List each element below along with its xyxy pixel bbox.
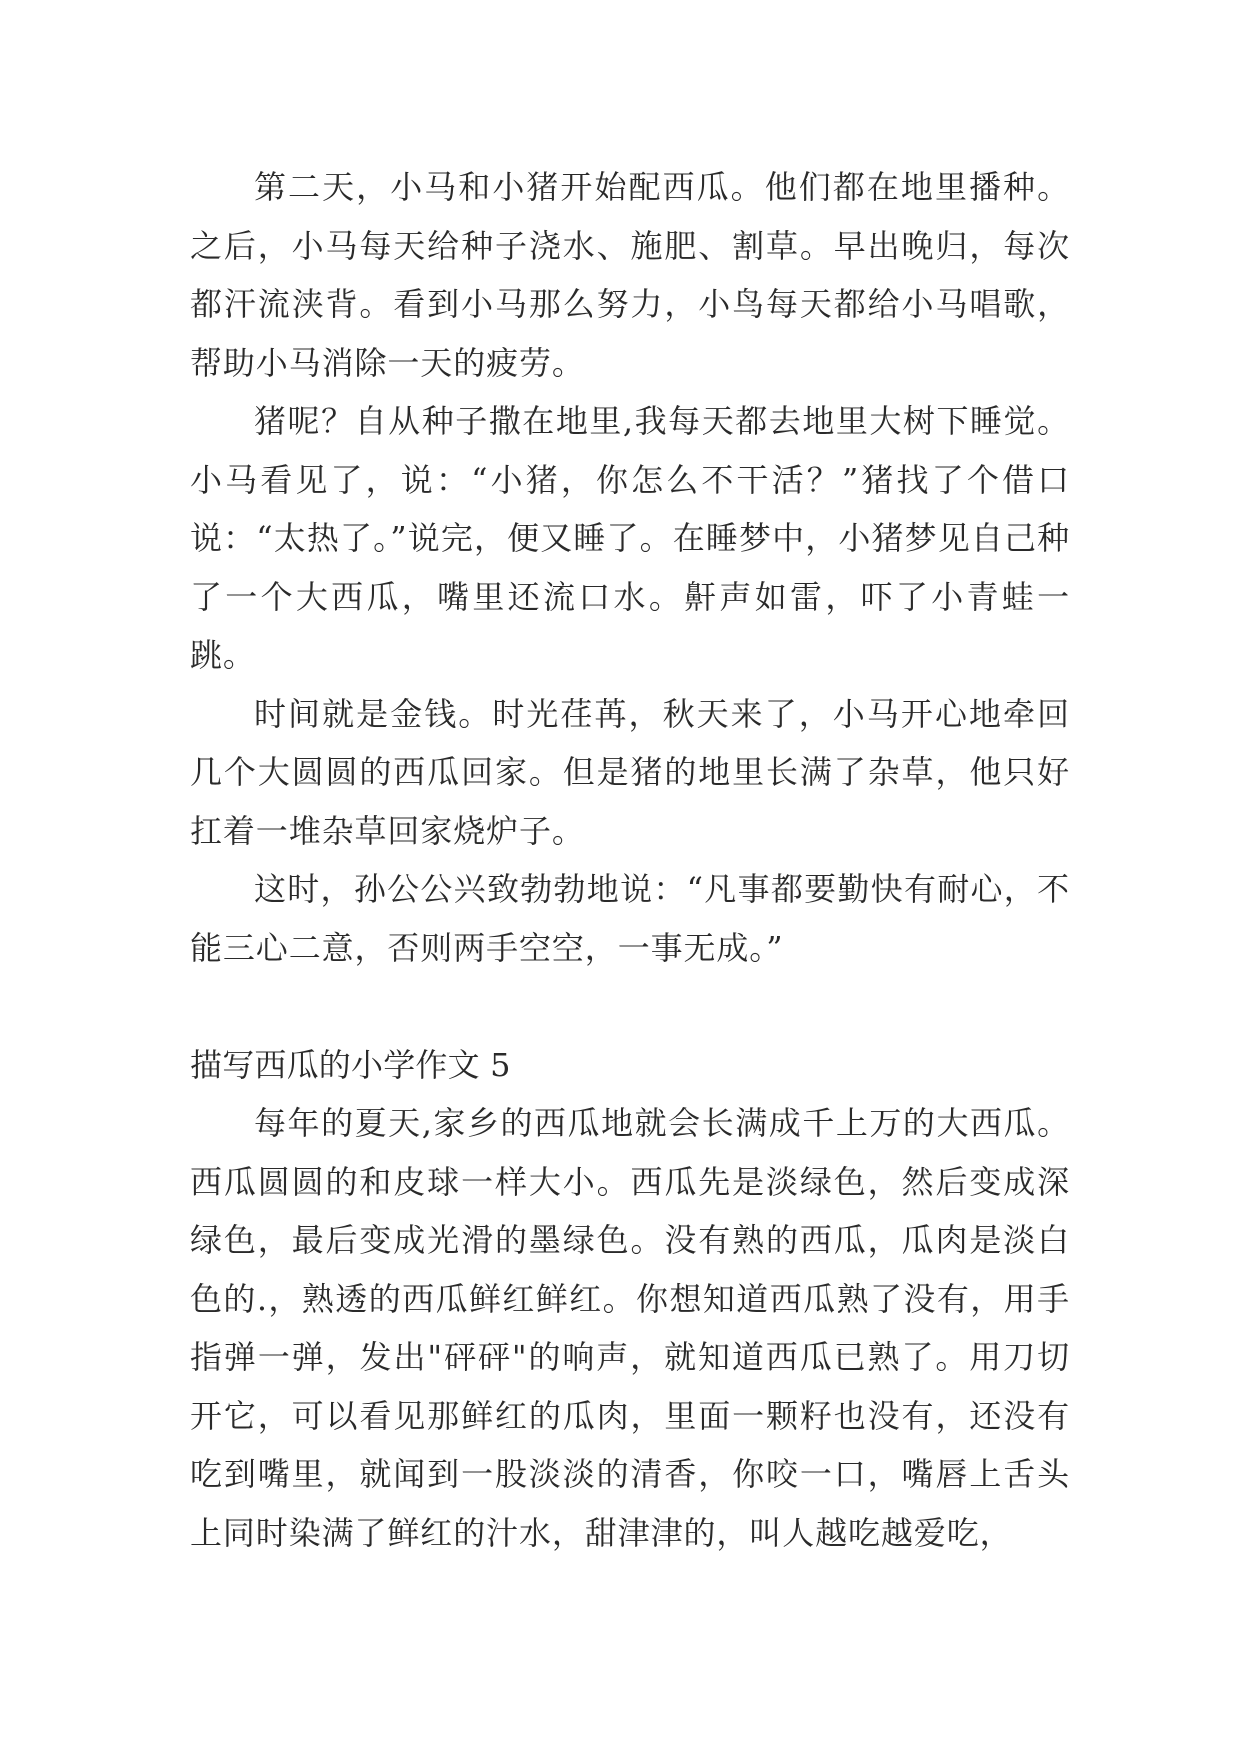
document-body (190, 158, 1070, 1562)
blank-line (190, 977, 1070, 1036)
section-title: 描写西瓜的小学作文 5 (190, 1045, 511, 1084)
paragraph-grandpa-moral: 这时，孙公公兴致勃勃地说：“凡事都要勤快有耐心，不能三心二意，否则两手空空，一事无成。” (190, 870, 1070, 967)
paragraph-pig-sleeps: 猪呢？自从种子撒在地里,我每天都去地里大树下睡觉。小马看见了，说：“小猪，你怎么不干活？”猪找了个借口说：“太热了。”说完，便又睡了。在睡梦中，小猪梦见自己种了一个大西瓜，嘴里还流口水。鼾声如雷，吓了小青蛙一跳。 (190, 402, 1070, 674)
paragraph-day-two: 第二天，小马和小猪开始配西瓜。他们都在地里播种。之后，小马每天给种子浇水、施肥、割草。早出晚归，每次都汗流浃背。看到小马那么努力，小鸟每天都给小马唱歌，帮助小马消除一天的疲劳。 (190, 168, 1070, 382)
paragraph-autumn-harvest: 时间就是金钱。时光荏苒，秋天来了，小马开心地牵回几个大圆圆的西瓜回家。但是猪的地里长满了杂草，他只好扛着一堆杂草回家烧炉子。 (190, 694, 1070, 850)
paragraph-watermelon-description: 每年的夏天,家乡的西瓜地就会长满成千上万的大西瓜。西瓜圆圆的和皮球一样大小。西瓜先是淡绿色，然后变成深绿色，最后变成光滑的墨绿色。没有熟的西瓜，瓜肉是淡白色的.，熟透的西瓜鲜红鲜红。你想知道西瓜熟了没有，用手指弹一弹，发出"砰砰"的响声，就知道西瓜已熟了。用刀切开它，可以看见那鲜红的瓜肉，里面一颗籽也没有，还没有吃到嘴里，就闻到一股淡淡的清香，你咬一口，嘴唇上舌头上同时染满了鲜红的汁水，甜津津的，叫人越吃越爱吃， (190, 1104, 1070, 1552)
